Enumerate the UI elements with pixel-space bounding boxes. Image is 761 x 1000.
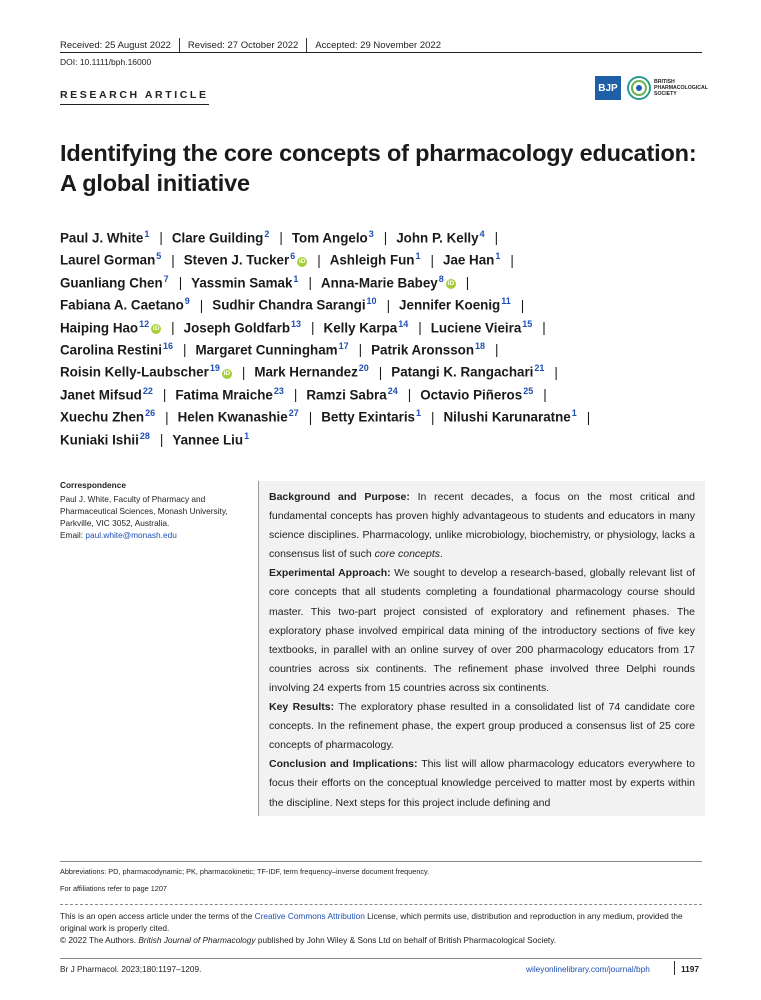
affiliation-ref[interactable]: 21 xyxy=(534,363,545,374)
author-separator: | xyxy=(308,409,313,425)
author-separator: | xyxy=(182,342,187,358)
copyright-suffix: published by John Wiley & Sons Ltd on behalf of British Pharmacological Society. xyxy=(255,935,557,945)
abstract-heading: Experimental Approach: xyxy=(269,567,391,580)
author-separator: | xyxy=(358,342,363,358)
author-name: Joseph Goldfarb xyxy=(183,320,291,336)
section-label: RESEARCH ARTICLE xyxy=(60,89,209,105)
affiliation-ref[interactable]: 14 xyxy=(398,318,409,329)
author-separator: | xyxy=(554,364,558,380)
date-separator xyxy=(306,38,307,52)
copyright-prefix: © 2022 The Authors. xyxy=(60,935,139,945)
author-name: Patangi K. Rangachari xyxy=(391,364,534,380)
author-name: Nilushi Karunaratne xyxy=(443,409,571,425)
orcid-icon[interactable]: iD xyxy=(298,257,306,265)
affiliation-ref[interactable]: 23 xyxy=(273,385,284,396)
author-separator: | xyxy=(171,252,175,268)
author-name: Octavio Piñeros xyxy=(420,387,523,403)
author-separator: | xyxy=(165,409,169,425)
affiliation-ref[interactable]: 28 xyxy=(139,430,150,441)
correspondence-line: Pharmaceutical Sciences, Monash University, xyxy=(60,506,228,516)
correspondence-body xyxy=(60,493,240,541)
author-name: Jae Han xyxy=(443,252,495,268)
author-separator: | xyxy=(279,230,283,246)
page-number: 1197 xyxy=(681,964,699,974)
author-separator: | xyxy=(311,320,315,336)
author-line xyxy=(60,313,710,335)
abbreviations: Abbreviations: PD, pharmacodynamic; PK, pharmacokinetic; TF-IDF, term frequency–inverse document frequency. xyxy=(60,867,430,876)
author-name: Laurel Gorman xyxy=(60,252,156,268)
author-separator: | xyxy=(542,320,546,336)
author-separator: | xyxy=(199,297,204,313)
author-separator: | xyxy=(495,342,499,358)
affiliation-ref[interactable]: 6 xyxy=(290,251,296,262)
cc-license-link[interactable]: Creative Commons Attribution xyxy=(254,911,365,921)
author-separator: | xyxy=(431,409,435,425)
bps-logo-text: BRITISH PHARMACOLOGICAL SOCIETY xyxy=(654,79,708,97)
author-separator: | xyxy=(159,431,164,447)
date-separator xyxy=(179,38,180,52)
author-separator: | xyxy=(241,364,246,380)
journal-url-link[interactable]: wileyonlinelibrary.com/journal/bph xyxy=(526,964,650,974)
author-separator: | xyxy=(383,230,388,246)
license-suffix: License, which permits use, distribution and reproduction in any medium, provided the original work is properly cited. xyxy=(60,911,683,933)
author-line xyxy=(60,245,710,267)
author-separator: | xyxy=(430,252,434,268)
author-name: Yannee Liu xyxy=(172,431,244,447)
author-separator: | xyxy=(386,297,391,313)
abstract-text: This list will allow pharmacology educators everywhere to focus their efforts on the conceptual knowledge perceived to matter most by experts within the discipline. Next steps for this project include defining and xyxy=(269,758,696,809)
author-name: Jennifer Koenig xyxy=(399,297,501,313)
author-separator: | xyxy=(418,320,422,336)
bjp-logo: BJP xyxy=(595,76,621,100)
author-line xyxy=(60,380,710,402)
affiliation-ref[interactable]: 27 xyxy=(288,408,299,419)
affiliation-ref[interactable]: 15 xyxy=(522,318,533,329)
license-text xyxy=(60,910,705,934)
affiliation-ref[interactable]: 12 xyxy=(139,318,150,329)
affiliation-ref[interactable]: 19 xyxy=(209,363,220,374)
abstract-background xyxy=(269,488,695,564)
affiliation-ref[interactable]: 25 xyxy=(523,385,534,396)
author-name: Haiping Hao xyxy=(60,320,139,336)
affiliation-ref[interactable]: 1 xyxy=(293,273,299,284)
affiliation-ref[interactable]: 17 xyxy=(338,340,349,351)
orcid-icon[interactable]: iD xyxy=(223,369,231,377)
author-separator: | xyxy=(510,252,514,268)
author-name: Tom Angelo xyxy=(291,230,368,246)
author-name: Sudhir Chandra Sarangi xyxy=(212,297,366,313)
affiliation-ref[interactable]: 7 xyxy=(163,273,169,284)
author-name: Anna-Marie Babey xyxy=(320,275,438,291)
author-separator: | xyxy=(308,275,312,291)
author-separator: | xyxy=(465,275,470,291)
abstract-approach xyxy=(269,564,695,698)
author-separator: | xyxy=(317,252,321,268)
email-link[interactable]: paul.white@monash.edu xyxy=(85,530,177,540)
author-separator: | xyxy=(586,409,591,425)
journal-citation: Br J Pharmacol. 2023;180:1197–1209. xyxy=(60,964,202,974)
correspondence-heading: Correspondence xyxy=(60,480,126,490)
author-name: Luciene Vieira xyxy=(430,320,522,336)
revised-date: Revised: 27 October 2022 xyxy=(187,39,299,51)
abstract-results xyxy=(269,698,695,755)
affiliation-ref[interactable]: 8 xyxy=(438,273,444,284)
author-name: Clare Guilding xyxy=(171,230,264,246)
author-name: Yassmin Samak xyxy=(191,275,293,291)
author-separator: | xyxy=(378,364,383,380)
affiliation-ref[interactable]: 18 xyxy=(475,340,486,351)
author-name: Betty Exintaris xyxy=(321,409,415,425)
author-name: Margaret Cunningham xyxy=(195,342,338,358)
affiliation-ref[interactable]: 24 xyxy=(387,385,398,396)
abstract-text: . xyxy=(440,548,443,561)
license-notice xyxy=(60,910,705,946)
accepted-date: Accepted: 29 November 2022 xyxy=(315,39,441,51)
author-name: Ramzi Sabra xyxy=(306,387,387,403)
abstract-text: In recent decades, a focus on the most critical and fundamental concepts has proven highly advantageous to students and educators in many science disciplines. Pharmacology, unlike microbiology, biochemistry, or physiology, lacks a consensus list of such xyxy=(269,491,696,561)
abstract-emphasis: core concepts xyxy=(374,548,441,561)
affiliation-ref[interactable]: 1 xyxy=(495,251,501,262)
author-name: Mark Hernandez xyxy=(254,364,358,380)
author-separator: | xyxy=(520,297,525,313)
author-name: Fatima Mraiche xyxy=(175,387,273,403)
affiliation-ref[interactable]: 3 xyxy=(368,229,374,239)
affiliation-ref[interactable]: 1 xyxy=(244,430,250,441)
license-prefix: This is an open access article under the terms of the xyxy=(60,911,255,921)
affiliation-ref[interactable]: 10 xyxy=(366,296,377,307)
orcid-icon[interactable]: iD xyxy=(447,280,455,288)
author-line xyxy=(60,268,710,290)
affiliations-note: For affiliations refer to page 1207 xyxy=(60,884,167,893)
author-separator: | xyxy=(162,387,167,403)
received-date: Received: 25 August 2022 xyxy=(60,39,171,51)
bps-logo-icon xyxy=(627,75,651,101)
correspondence-line: Parkville, VIC 3052, Australia. xyxy=(60,518,170,528)
affiliation-ref[interactable]: 9 xyxy=(184,296,190,307)
affiliation-ref[interactable]: 13 xyxy=(291,318,302,329)
correspondence-email-line xyxy=(60,529,240,541)
author-name: Carolina Restini xyxy=(60,342,162,358)
abstract-text: The exploratory phase resulted in a consolidated list of 74 candidate core concepts. In the refinement phase, the expert group produced a consensus list of 25 core concepts of pharmacology. xyxy=(269,701,695,752)
orcid-icon[interactable]: iD xyxy=(152,325,160,333)
affiliation-ref[interactable]: 1 xyxy=(144,229,150,239)
affiliation-ref[interactable]: 1 xyxy=(415,251,421,262)
abstract-box xyxy=(258,481,705,816)
author-separator: | xyxy=(494,230,499,246)
author-name: John P. Kelly xyxy=(396,230,479,246)
author-line xyxy=(60,402,710,424)
author-name: Roisin Kelly-Laubscher xyxy=(60,364,209,380)
abstract-conclusion xyxy=(269,755,695,812)
affiliation-ref[interactable]: 20 xyxy=(358,363,369,374)
copyright-text xyxy=(60,934,705,946)
abstract-heading: Conclusion and Implications: xyxy=(269,758,418,771)
author-name: Fabiana A. Caetano xyxy=(60,297,184,313)
author-name: Steven J. Tucker xyxy=(183,252,290,268)
affiliation-ref[interactable]: 1 xyxy=(571,408,577,419)
abstract-heading: Background and Purpose: xyxy=(269,491,410,503)
doi[interactable]: DOI: 10.1111/bph.16000 xyxy=(60,57,152,67)
author-separator: | xyxy=(171,320,175,336)
author-name: Helen Kwanashie xyxy=(177,409,288,425)
copyright-journal: British Journal of Pharmacology xyxy=(138,935,256,945)
affiliation-ref[interactable]: 26 xyxy=(145,408,156,419)
author-separator: | xyxy=(543,387,547,403)
license-rule xyxy=(60,904,702,905)
author-line xyxy=(60,335,710,357)
author-list xyxy=(60,223,710,447)
author-name: Paul J. White xyxy=(60,230,144,246)
correspondence-line: Paul J. White, Faculty of Pharmacy and xyxy=(60,494,206,504)
author-line xyxy=(60,425,710,447)
header-rule xyxy=(60,52,702,53)
author-separator: | xyxy=(407,387,412,403)
author-separator: | xyxy=(178,275,183,291)
author-line xyxy=(60,290,710,312)
affiliation-ref[interactable]: 16 xyxy=(162,340,173,351)
affiliation-ref[interactable]: 22 xyxy=(142,385,153,396)
affiliation-ref[interactable]: 2 xyxy=(264,229,270,239)
publication-dates xyxy=(60,38,441,52)
affiliation-ref[interactable]: 4 xyxy=(479,229,485,239)
author-name: Janet Mifsud xyxy=(60,387,142,403)
affiliation-ref[interactable]: 1 xyxy=(416,408,422,419)
footnote-rule xyxy=(60,861,702,862)
author-line xyxy=(60,223,710,245)
abstract-heading: Key Results: xyxy=(269,701,335,714)
footer-separator xyxy=(674,961,675,975)
affiliation-ref[interactable]: 5 xyxy=(156,251,162,262)
author-name: Guanliang Chen xyxy=(60,275,163,291)
article-title: Identifying the core concepts of pharmacology education: A global initiative xyxy=(60,140,697,196)
author-name: Kelly Karpa xyxy=(323,320,398,336)
author-name: Xuechu Zhen xyxy=(60,409,145,425)
footer-rule xyxy=(60,958,702,959)
author-line xyxy=(60,357,710,379)
author-separator: | xyxy=(293,387,298,403)
author-name: Patrik Aronsson xyxy=(371,342,474,358)
email-label: Email: xyxy=(60,530,86,540)
author-separator: | xyxy=(159,230,163,246)
abstract-text: We sought to develop a research-based, globally relevant list of core concepts that all students completing a foundational pharmacology course should master. This two-part project consisted of exploratory and refinement phases. The exploratory phase involved empirical data mining of the introductory sections of five key textbooks, in parallel with an online survey of over 200 pharmacology educators from 17 countries across six continents. The refinement phase involved three Delphi rounds involving 24 experts from 15 countries across six continents. xyxy=(269,567,695,694)
author-name: Kuniaki Ishii xyxy=(60,431,139,447)
author-name: Ashleigh Fun xyxy=(329,252,415,268)
affiliation-ref[interactable]: 11 xyxy=(501,296,511,307)
